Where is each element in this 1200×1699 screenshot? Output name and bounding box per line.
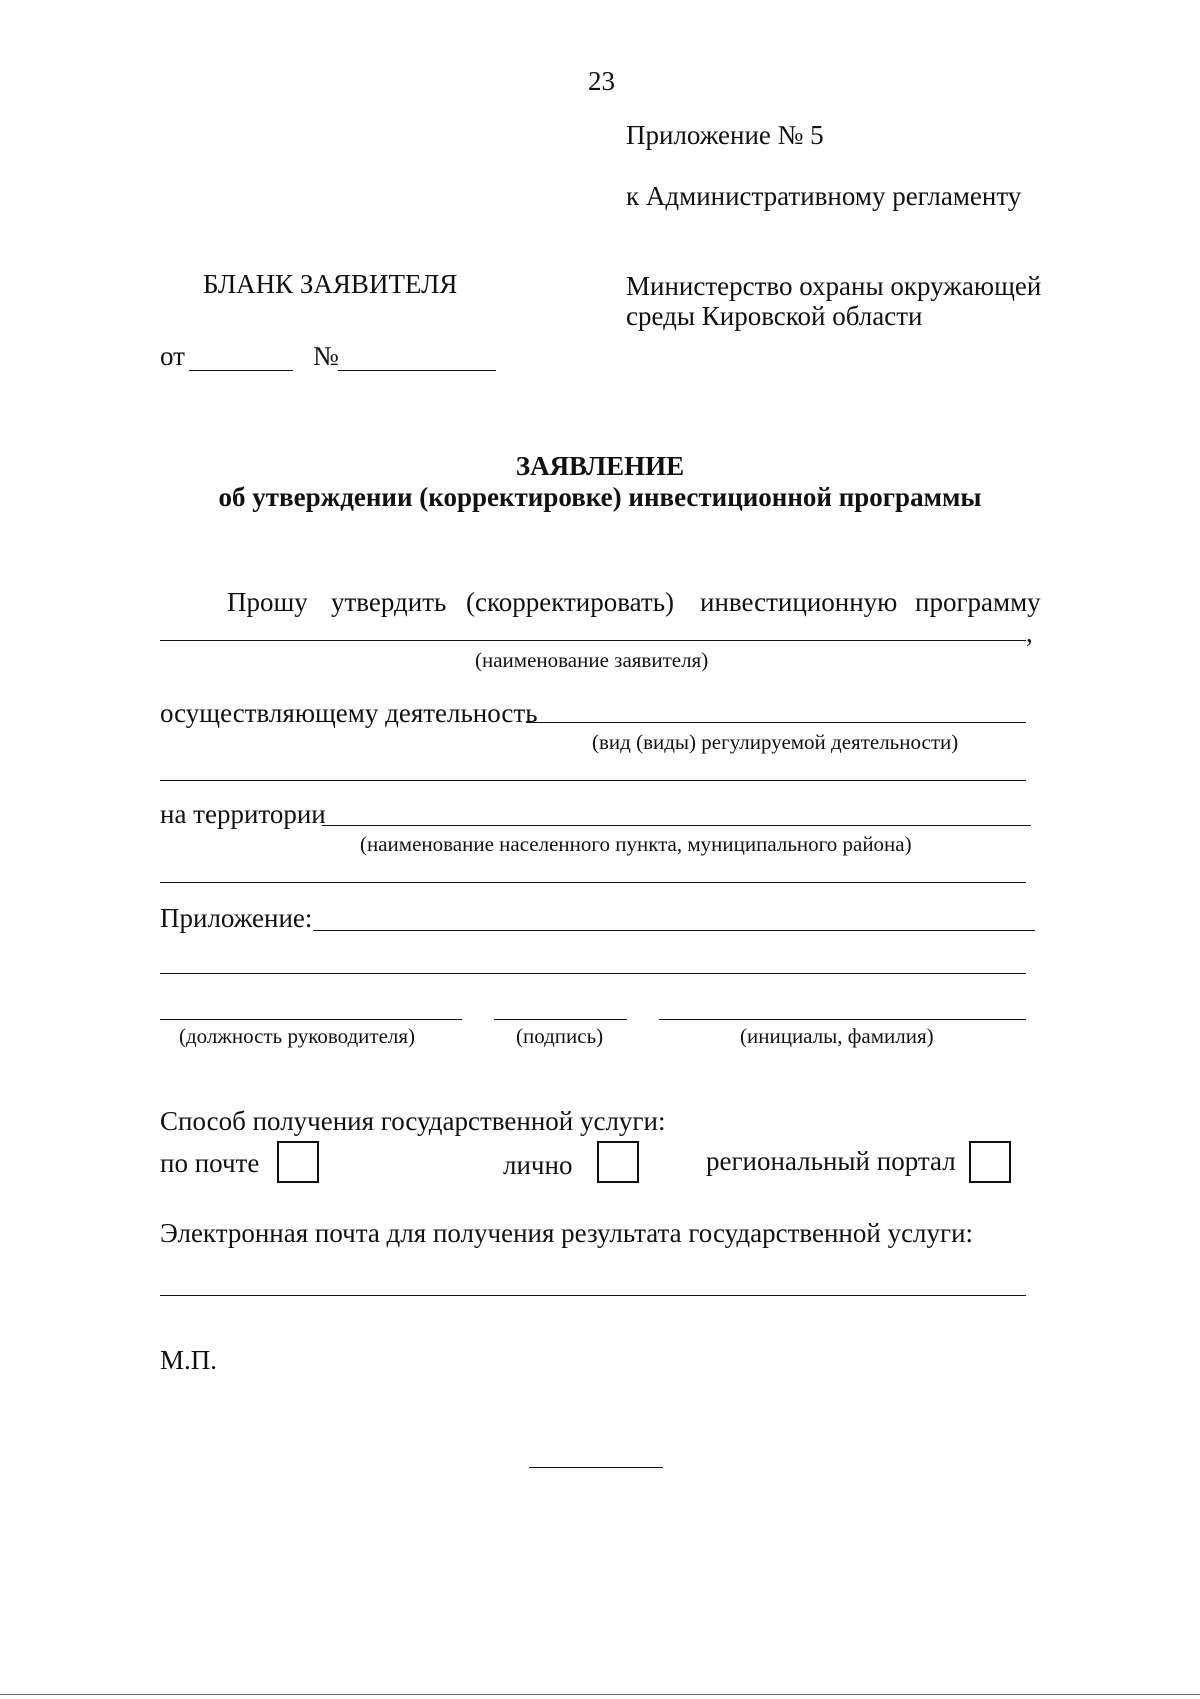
- delivery-option-mail-label: по почте: [160, 1148, 260, 1178]
- applicant-hint: (наименование заявителя): [475, 648, 709, 672]
- delivery-option-mail-checkbox[interactable]: [277, 1141, 319, 1183]
- from-label: от: [160, 341, 185, 371]
- end-rule: [529, 1467, 663, 1468]
- number-field-line[interactable]: [338, 370, 496, 371]
- attachment-label: Приложение:: [160, 903, 313, 933]
- document-subtitle: об утверждении (корректировке) инвестиционной программы: [218, 482, 982, 512]
- request-word-1: Прошу: [227, 587, 308, 617]
- appendix-reference: к Административному регламенту: [626, 181, 1022, 211]
- applicant-name-line[interactable]: [160, 640, 1026, 641]
- appendix-number: Приложение № 5: [626, 120, 824, 150]
- email-line[interactable]: [160, 1295, 1026, 1296]
- request-word-2: утвердить: [331, 587, 447, 617]
- blank-label: БЛАНК ЗАЯВИТЕЛЯ: [203, 269, 458, 299]
- date-field-line[interactable]: [189, 370, 293, 371]
- territory-line[interactable]: [322, 825, 1031, 826]
- attachment-line[interactable]: [313, 930, 1035, 931]
- territory-label: на территории: [160, 799, 326, 829]
- document-title: ЗАЯВЛЕНИЕ: [515, 451, 685, 481]
- stamp-label: М.П.: [160, 1345, 218, 1375]
- request-word-4: инвестиционную: [700, 587, 898, 617]
- activity-label: осуществляющему деятельность: [160, 698, 538, 728]
- position-line[interactable]: [160, 1019, 462, 1020]
- delivery-option-portal-label: региональный портал: [706, 1146, 956, 1176]
- activity-line[interactable]: [526, 722, 1026, 723]
- delivery-option-portal-checkbox[interactable]: [969, 1141, 1011, 1183]
- delivery-option-personal-label: лично: [503, 1150, 573, 1180]
- territory-hint: (наименование населенного пункта, муниципального района): [360, 832, 912, 856]
- activity-line-2[interactable]: [160, 780, 1026, 781]
- number-label: №: [313, 341, 339, 371]
- name-line[interactable]: [659, 1019, 1026, 1020]
- email-label: Электронная почта для получения результата государственной услуги:: [160, 1218, 974, 1248]
- line-end-comma: ,: [1026, 618, 1033, 648]
- name-hint: (инициалы, фамилия): [740, 1024, 934, 1048]
- signature-hint: (подпись): [516, 1024, 604, 1048]
- activity-hint: (вид (виды) регулируемой деятельности): [592, 730, 959, 754]
- delivery-option-personal-checkbox[interactable]: [597, 1141, 639, 1183]
- delivery-heading: Способ получения государственной услуги:: [160, 1106, 666, 1136]
- request-word-3: (скорректировать): [466, 587, 674, 617]
- scan-edge-line: [0, 1694, 1200, 1695]
- position-hint: (должность руководителя): [179, 1024, 416, 1048]
- page-number: 23: [588, 66, 615, 96]
- territory-line-2[interactable]: [160, 882, 1026, 883]
- signature-line[interactable]: [494, 1019, 627, 1020]
- attachment-line-2[interactable]: [160, 973, 1026, 974]
- request-word-5: программу: [915, 587, 1041, 617]
- addressee-line-1: Министерство охраны окружающей: [626, 271, 1042, 301]
- addressee-line-2: среды Кировской области: [626, 301, 923, 331]
